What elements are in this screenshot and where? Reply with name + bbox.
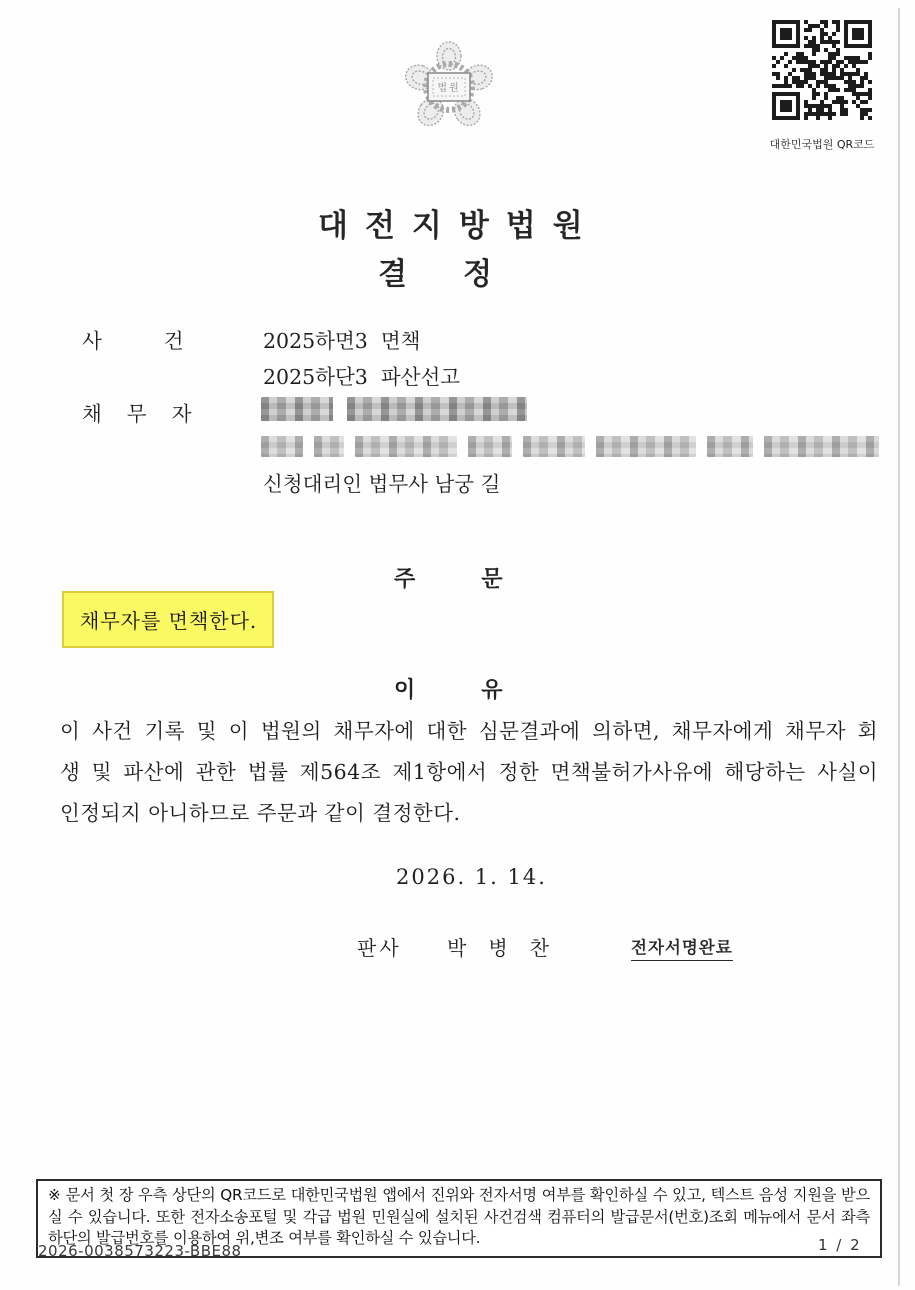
scan-artifact-line xyxy=(898,8,900,1286)
reasons-line-2: 생 및 파산에 관한 법률 제564조 제1항에서 정한 면책불허가사유에 해당하는 사실이 xyxy=(60,760,878,784)
redacted-debtor-address xyxy=(261,436,879,457)
page-indicator: 1 / 2 xyxy=(818,1236,862,1254)
notice-text: ※ 문서 첫 장 우측 상단의 QR코드로 대한민국법원 앱에서 진위와 전자서명 여부를 확인하실 수 있고, 텍스트 음성 지원을 받으실 수 있습니다. 또한 전자소송포털 및 각급 법원 민원실에 설치된 사건검색 컴퓨터의 발급문서(번호)조회 메뉴에서 문서 좌측 하단의 발급번호를 이용하여 위,변조 여부를 확인하실 수 있습니다. xyxy=(48,1186,870,1247)
order-highlight xyxy=(62,591,274,648)
case-number-1: 2025하면3 면책 xyxy=(263,329,421,353)
reasons-heading: 이유 xyxy=(394,677,569,703)
redaction-block xyxy=(707,436,753,457)
judge-label: 판사 xyxy=(357,936,402,960)
redaction-block xyxy=(347,397,527,421)
emblem-text: 법원 xyxy=(437,83,461,94)
redaction-block xyxy=(314,436,344,457)
redaction-block xyxy=(523,436,585,457)
issue-number: 2026-0038573223-BBE88 xyxy=(38,1242,242,1260)
redaction-block xyxy=(764,436,879,457)
redaction-block xyxy=(355,436,457,457)
court-name-title: 대전지방법원 xyxy=(318,208,600,244)
agent-line: 신청대리인 법무사 남궁 길 xyxy=(263,472,501,496)
court-emblem-icon xyxy=(405,40,493,136)
redaction-block xyxy=(261,397,333,421)
qr-code xyxy=(772,20,872,120)
redacted-debtor-name xyxy=(261,397,527,421)
redaction-block xyxy=(596,436,696,457)
esign-status: 전자서명완료 xyxy=(631,934,733,961)
redaction-block xyxy=(468,436,512,457)
case-label: 사건 xyxy=(82,329,246,353)
case-number-2: 2025하단3 파산선고 xyxy=(263,365,461,389)
qr-caption: 대한민국법원 QR코드 xyxy=(769,138,875,151)
reasons-line-3: 인정되지 아니하므로 주문과 같이 결정한다. xyxy=(60,801,461,825)
decision-date: 2026. 1. 14. xyxy=(396,865,547,889)
judge-name: 박병찬 xyxy=(447,936,571,960)
reasons-line-1: 이 사건 기록 및 이 법원의 채무자에 대한 심문결과에 의하면, 채무자에게 채무자 회 xyxy=(60,719,878,743)
document-type-title: 결정 xyxy=(378,257,548,292)
reasons-paragraph xyxy=(60,711,878,834)
order-text: 채무자를 면책한다. xyxy=(80,609,258,633)
order-heading: 주문 xyxy=(394,566,569,592)
redaction-block xyxy=(261,436,303,457)
debtor-label: 채무자 xyxy=(82,402,217,426)
